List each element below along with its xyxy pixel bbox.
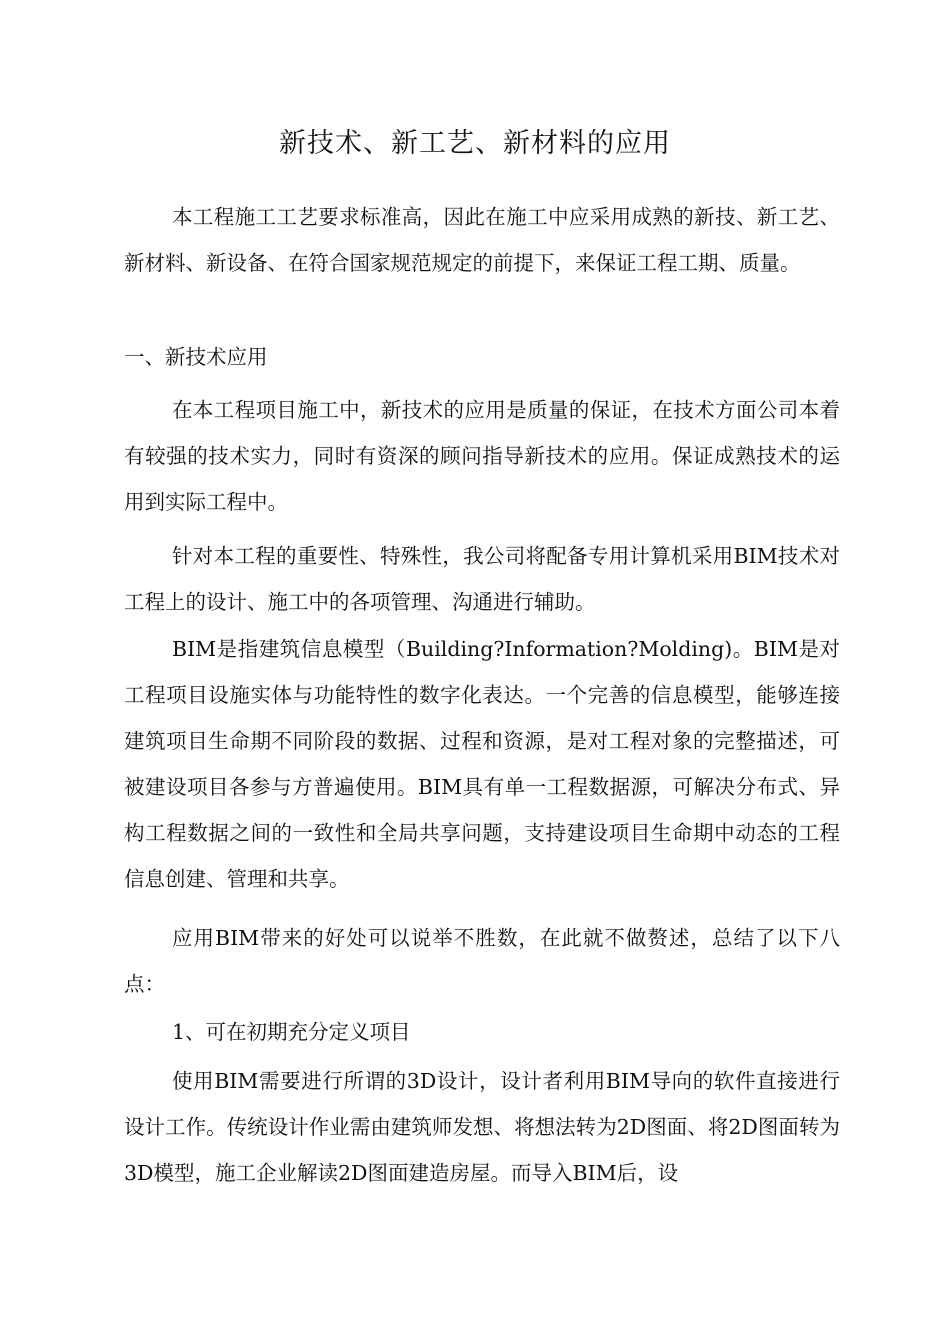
- intro-paragraph: 本工程施工工艺要求标准高，因此在施工中应采用成熟的新技、新工艺、新材料、新设备、在符合国家规范规定的前提下，来保证工程工期、质量。: [124, 205, 840, 275]
- bim-adoption-paragraph: 针对本工程的重要性、特殊性，我公司将配备专用计算机采用BIM技术对工程上的设计、施工中的各项管理、沟通进行辅助。: [124, 544, 840, 614]
- new-technology-paragraph: 在本工程项目施工中，新技术的应用是质量的保证，在技术方面公司本着有较强的技术实力，同时有资深的顾问指导新技术的应用。保证成熟技术的运用到实际工程中。: [124, 398, 840, 514]
- design-3d-paragraph: 使用BIM需要进行所谓的3D设计，设计者利用BIM导向的软件直接进行设计工作。传统设计作业需由建筑师发想、将想法转为2D图面、将2D图面转为3D模型，施工企业解读2D图面建造房屋。而导入BIM后，设: [124, 1069, 840, 1185]
- document-title: 新技术、新工艺、新材料的应用: [279, 128, 671, 159]
- list-item-heading-1: 1、可在初期充分定义项目: [172, 1020, 411, 1044]
- section-heading-new-technology: 一、新技术应用: [124, 345, 268, 369]
- bim-definition-paragraph: BIM是指建筑信息模型（Building?Information?Molding)。BIM是对工程项目设施实体与功能特性的数字化表达。一个完善的信息模型，能够连接建筑项目生命期不同阶段的数据、过程和资源，是对工程对象的完整描述，可被建设项目各参与方普遍使用。BIM具有单一工程数据源，可解决分布式、异构工程数据之间的一致性和全局共享问题，支持建设项目生命期中动态的工程信息创建、管理和共享。: [124, 637, 841, 891]
- bim-benefits-intro-paragraph: 应用BIM带来的好处可以说举不胜数，在此就不做赘述，总结了以下八点：: [124, 926, 840, 996]
